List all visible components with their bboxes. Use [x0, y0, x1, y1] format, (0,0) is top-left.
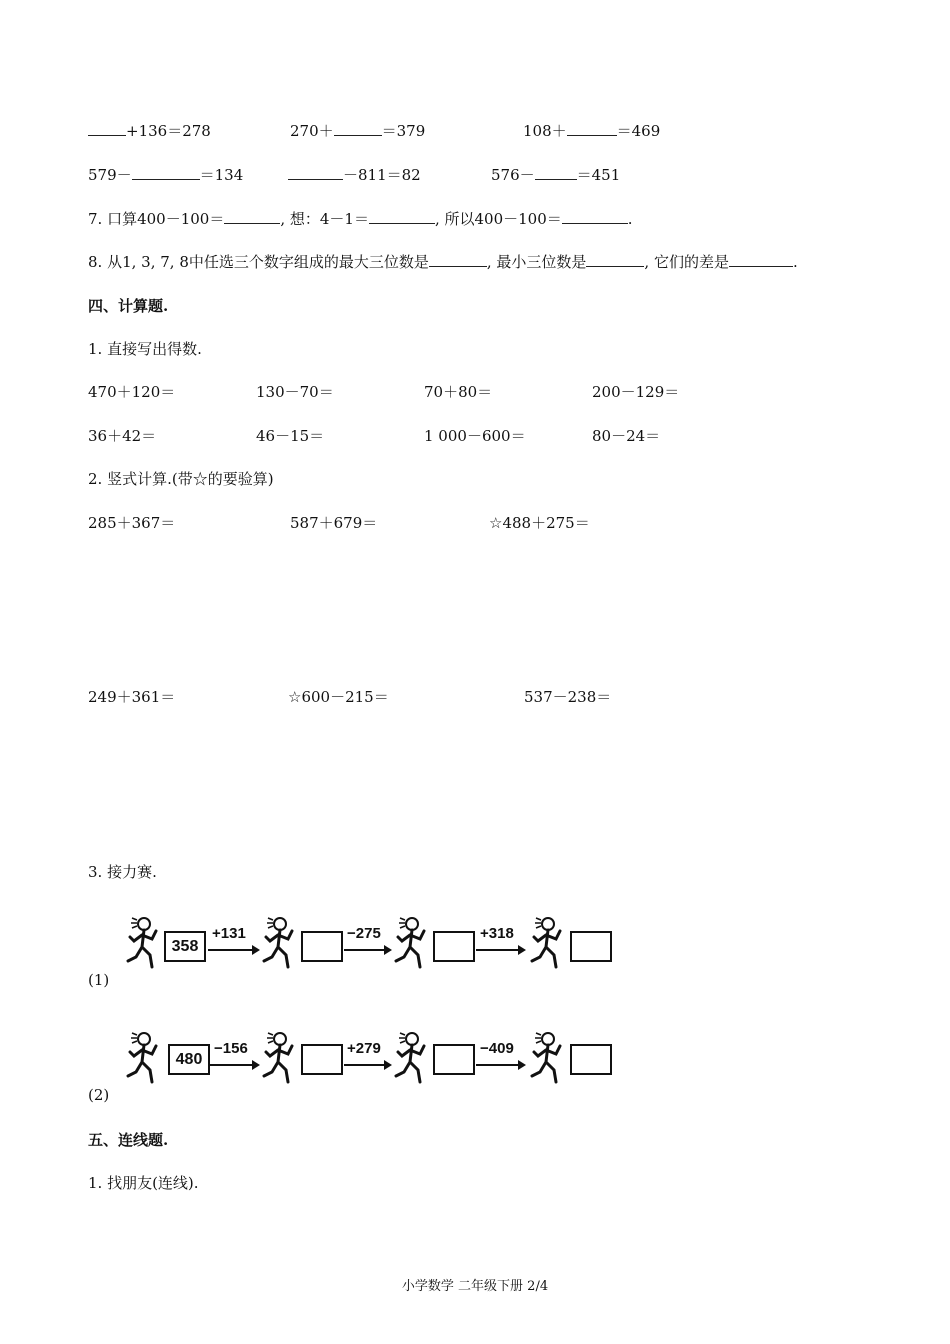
fill-blank-6: 576－ ＝451	[491, 166, 621, 184]
runner-icon	[258, 915, 300, 971]
answer-blank[interactable]	[132, 165, 200, 180]
vertical-calc-item: 537－238＝	[524, 688, 612, 706]
relay-operation: +318	[480, 925, 514, 942]
arrow-icon	[344, 1064, 390, 1066]
answer-blank[interactable]	[224, 209, 280, 224]
start-number-box: 358	[164, 931, 206, 962]
runner-icon	[258, 1030, 300, 1086]
vertical-calc-item: 249＋361＝	[88, 688, 176, 706]
relay-race-2	[118, 1030, 618, 1090]
answer-box[interactable]	[433, 1044, 475, 1075]
answer-blank[interactable]	[288, 165, 343, 180]
start-number-box: 480	[168, 1044, 210, 1075]
relay-operation: −275	[347, 925, 381, 942]
q3-title: 3. 接力赛.	[88, 863, 157, 881]
answer-blank[interactable]	[729, 252, 793, 267]
q1-title: 1. 直接写出得数.	[88, 340, 202, 358]
runner-icon	[122, 1030, 164, 1086]
section-4-title: 四、计算题.	[88, 297, 169, 315]
answer-blank[interactable]	[369, 209, 435, 224]
oral-calc-item: 70＋80＝	[424, 383, 493, 401]
relay-operation: +279	[347, 1040, 381, 1057]
arrow-icon	[476, 949, 524, 951]
answer-box[interactable]	[301, 931, 343, 962]
vertical-calc-item: ☆488＋275＝	[489, 514, 590, 532]
relay-operation: −409	[480, 1040, 514, 1057]
vertical-calc-item: 587＋679＝	[290, 514, 378, 532]
answer-box[interactable]	[433, 931, 475, 962]
answer-blank[interactable]	[535, 165, 577, 180]
oral-calc-item: 36＋42＝	[88, 427, 157, 445]
arrow-icon	[344, 949, 390, 951]
oral-calc-item: 200－129＝	[592, 383, 680, 401]
arrow-icon	[208, 949, 258, 951]
answer-blank[interactable]	[334, 121, 382, 136]
runner-icon	[526, 915, 568, 971]
answer-blank[interactable]	[567, 121, 617, 136]
answer-blank[interactable]	[429, 252, 487, 267]
runner-icon	[122, 915, 164, 971]
answer-box[interactable]	[570, 1044, 612, 1075]
oral-calc-item: 1 000－600＝	[424, 427, 526, 445]
vertical-calc-item: 285＋367＝	[88, 514, 176, 532]
relay-1-label: (1)	[88, 971, 110, 989]
oral-calc-item: 470＋120＝	[88, 383, 176, 401]
question-7: 7. 口算400－100＝ , 想：4－1＝ , 所以400－100＝ .	[88, 210, 633, 228]
q2-title: 2. 竖式计算.(带☆的要验算)	[88, 470, 274, 488]
relay-2-label: (2)	[88, 1086, 110, 1104]
runner-icon	[526, 1030, 568, 1086]
section-5-title: 五、连线题.	[88, 1131, 169, 1149]
answer-blank[interactable]	[562, 209, 628, 224]
relay-race-1	[118, 915, 618, 975]
relay-operation: −156	[214, 1040, 248, 1057]
oral-calc-item: 80－24＝	[592, 427, 661, 445]
page-footer: 小学数学 二年级下册 2/4	[401, 1279, 549, 1294]
fill-blank-2: 270＋ ＝379	[290, 122, 426, 140]
answer-blank[interactable]	[586, 252, 644, 267]
section-5-q1-title: 1. 找朋友(连线).	[88, 1174, 199, 1192]
runner-icon	[390, 1030, 432, 1086]
vertical-calc-item: ☆600－215＝	[288, 688, 389, 706]
fill-blank-1: +136＝278	[88, 121, 211, 141]
answer-blank[interactable]	[88, 121, 126, 136]
relay-operation: +131	[212, 925, 246, 942]
arrow-icon	[210, 1064, 258, 1066]
runner-icon	[390, 915, 432, 971]
question-8: 8. 从1, 3, 7, 8中任选三个数字组成的最大三位数是 , 最小三位数是 , 它们的差是 .	[88, 253, 798, 271]
oral-calc-item: 130－70＝	[256, 383, 334, 401]
answer-box[interactable]	[301, 1044, 343, 1075]
answer-box[interactable]	[570, 931, 612, 962]
arrow-icon	[476, 1064, 524, 1066]
oral-calc-item: 46－15＝	[256, 427, 325, 445]
fill-blank-4: 579－ ＝134	[88, 166, 244, 184]
fill-blank-5: －811＝82	[288, 165, 421, 185]
fill-blank-3: 108＋ ＝469	[523, 122, 661, 140]
